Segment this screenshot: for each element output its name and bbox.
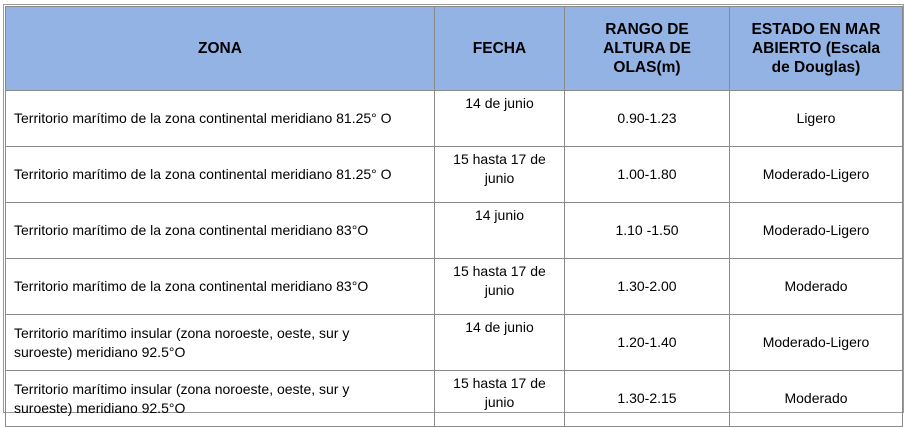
cell-estado: Moderado-Ligero bbox=[730, 203, 903, 259]
cell-fecha: 14 junio bbox=[435, 203, 565, 259]
header-zona: ZONA bbox=[6, 7, 435, 91]
table-row bbox=[6, 147, 903, 203]
cell-estado: Moderado-Ligero bbox=[730, 147, 903, 203]
cell-estado: Moderado bbox=[730, 259, 903, 315]
cell-fecha: 14 de junio bbox=[435, 91, 565, 147]
cell-fecha: 15 hasta 17 de junio bbox=[435, 371, 565, 427]
cell-fecha: 14 de junio bbox=[435, 315, 565, 371]
cell-zona: Territorio marítimo de la zona continental meridiano 81.25° O bbox=[6, 91, 435, 147]
cell-rango: 1.10 -1.50 bbox=[565, 203, 730, 259]
header-fecha: FECHA bbox=[435, 7, 565, 91]
cell-fecha: 15 hasta 17 de junio bbox=[435, 147, 565, 203]
table-row bbox=[6, 315, 903, 371]
header-rango: RANGO DE ALTURA DE OLAS(m) bbox=[565, 7, 730, 91]
cell-zona: Territorio marítimo insular (zona noroeste, oeste, sur y suroeste) meridiano 92.5°O bbox=[6, 315, 435, 371]
cell-rango: 1.30-2.00 bbox=[565, 259, 730, 315]
cell-estado: Moderado bbox=[730, 371, 903, 427]
cell-zona: Territorio marítimo de la zona continental meridiano 83°O bbox=[6, 203, 435, 259]
cell-estado: Moderado-Ligero bbox=[730, 315, 903, 371]
cell-rango: 0.90-1.23 bbox=[565, 91, 730, 147]
cell-zona: Territorio marítimo insular (zona noroeste, oeste, sur y suroeste) meridiano 92.5°O bbox=[6, 371, 435, 427]
table-row bbox=[6, 91, 903, 147]
header-estado: ESTADO EN MAR ABIERTO (Escala de Douglas) bbox=[730, 7, 903, 91]
cell-rango: 1.20-1.40 bbox=[565, 315, 730, 371]
table-header-row bbox=[6, 7, 903, 91]
cell-rango: 1.30-2.15 bbox=[565, 371, 730, 427]
cell-zona: Territorio marítimo de la zona continental meridiano 83°O bbox=[6, 259, 435, 315]
table-row bbox=[6, 203, 903, 259]
cell-fecha: 15 hasta 17 de junio bbox=[435, 259, 565, 315]
wave-forecast-table bbox=[5, 6, 903, 427]
cell-estado: Ligero bbox=[730, 91, 903, 147]
cell-zona: Territorio marítimo de la zona continental meridiano 81.25° O bbox=[6, 147, 435, 203]
table-row bbox=[6, 371, 903, 427]
table-row bbox=[6, 259, 903, 315]
cell-rango: 1.00-1.80 bbox=[565, 147, 730, 203]
